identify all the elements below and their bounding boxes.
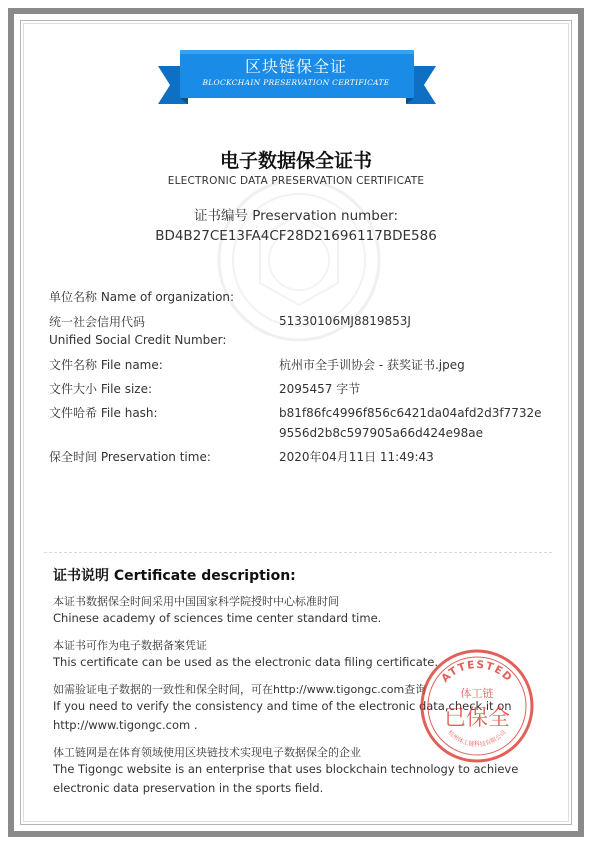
field-file-size-label: 文件大小 File size:: [49, 382, 153, 396]
certificate-number-value: BD4B27CE13FA4CF28D21696117BDE586: [155, 228, 437, 244]
field-file-name-value: 杭州市全手训协会 - 获奖证书.jpeg: [279, 358, 465, 372]
field-credit-code-value: 51330106MJ8819853J: [279, 314, 411, 328]
field-file-hash-value: b81f86fc4996f856c6421da04afd2d3f7732e: [279, 406, 542, 420]
description-item-4-en: The Tigongc website is an enterprise that uses blockchain technology to achieve electronic data preservation in the sports field.: [53, 762, 519, 795]
seal-center: 已保全: [443, 706, 511, 731]
attested-seal: [418, 647, 536, 765]
banner-title: 区块链保全证: [244, 57, 347, 76]
section-divider: [44, 552, 552, 553]
seal-name: 体工链: [460, 687, 494, 700]
description-item-3-zh: 如需验证电子数据的一致性和保全时间，可在http://www.tigongc.com查询: [53, 683, 427, 696]
banner-subtitle: BLOCKCHAIN PRESERVATION CERTIFICATE: [202, 78, 390, 87]
certificate-title: 电子数据保全证书: [219, 150, 372, 172]
certificate-number-label: 证书编号 Preservation number:: [193, 208, 399, 224]
description-title: 证书说明 Certificate description:: [53, 568, 296, 584]
field-credit-code-label-en: Unified Social Credit Number:: [49, 333, 227, 347]
certificate-subtitle: ELECTRONIC DATA PRESERVATION CERTIFICATE: [167, 175, 425, 187]
field-file-size-value: 2095457 字节: [279, 382, 361, 396]
field-organization-label: 单位名称 Name of organization:: [49, 290, 235, 304]
description-item-2-zh: 本证书可作为电子数据备案凭证: [53, 639, 207, 652]
description-item-1-en: Chinese academy of sciences time center standard time.: [53, 611, 382, 625]
field-preservation-time-label: 保全时间 Preservation time:: [49, 450, 211, 464]
field-file-hash-value-cont: 9556d2b8c597905a66d424e98ae: [279, 426, 483, 440]
seal-top-text: ATTESTED: [439, 658, 515, 685]
field-file-hash-label: 文件哈希 File hash:: [49, 406, 158, 420]
description-item-3-en: If you need to verify the consistency and time of the electronic data,check it on http://www.tigongc.com .: [53, 699, 512, 732]
field-file-name-label: 文件名称 File name:: [49, 358, 163, 372]
description-item-1-zh: 本证书数据保全时间采用中国国家科学院授时中心标准时间: [53, 595, 339, 608]
description-item-2-en: This certificate can be used as the electronic data filing certificate.: [53, 655, 438, 669]
field-credit-code-label: 统一社会信用代码: [49, 315, 146, 329]
seal-bottom-text: 杭州体工链科技有限公司: [446, 729, 508, 749]
field-preservation-time-value: 2020年04月11日 11:49:43: [279, 450, 434, 464]
description-item-4-zh: 体工链网是在体育领域使用区块链技术实现电子数据保全的企业: [53, 746, 361, 759]
